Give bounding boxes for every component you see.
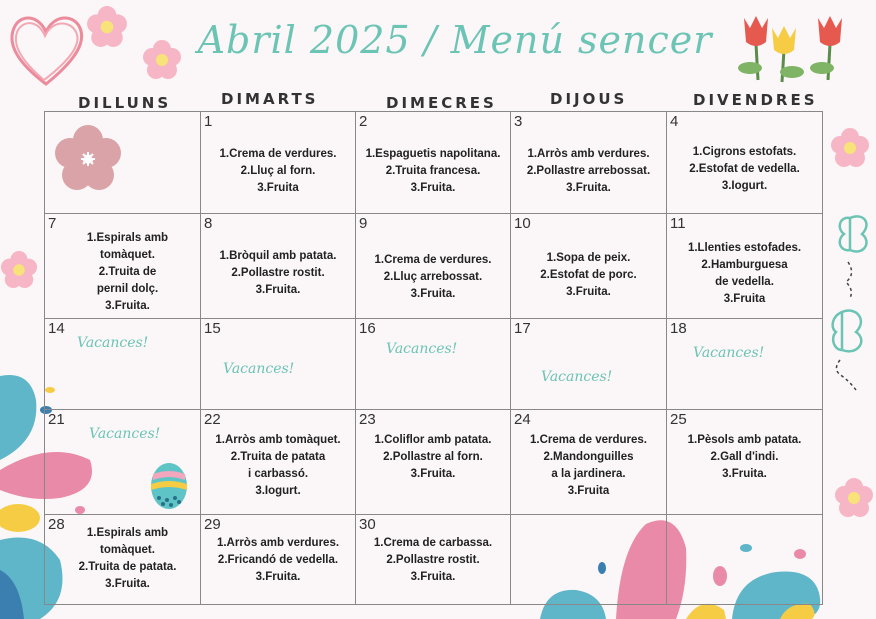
- flower-icon: [830, 128, 870, 168]
- menu-text: [201, 432, 355, 500]
- flower-icon: [834, 478, 874, 518]
- menu-line: pernil dolç.: [96, 283, 159, 295]
- menu-line: 1.Llenties estofades.: [687, 242, 802, 254]
- weekday-header-friday: DIVENDRES: [693, 91, 818, 109]
- menu-line: 1.Crema de verdures.: [530, 434, 647, 446]
- vacation-label: Vacances!: [77, 335, 149, 351]
- calendar-day-cell: [201, 214, 356, 319]
- menu-text: [65, 525, 190, 593]
- menu-text: [667, 144, 822, 195]
- calendar-day-cell: [667, 214, 823, 319]
- menu-line: 1.Crema de carbassa.: [373, 537, 493, 549]
- weekday-header-monday: DILLUNS: [78, 94, 172, 112]
- calendar-day-cell: [356, 214, 511, 319]
- menu-line: 3.Fruita: [257, 182, 299, 194]
- menu-text: [201, 146, 355, 197]
- day-number: 11: [670, 215, 686, 232]
- calendar-day-cell: [201, 112, 356, 214]
- weekday-header-thursday: DIJOUS: [550, 90, 628, 108]
- menu-line: 1.Crema de verdures.: [374, 254, 492, 266]
- day-number: 25: [670, 411, 687, 428]
- menu-line: 2.Truita de patata.: [78, 561, 177, 573]
- menu-line: 1.Espirals amb: [86, 527, 169, 539]
- menu-text: [201, 248, 355, 299]
- day-number: 9: [359, 215, 368, 232]
- menu-line: 3.Fruita.: [255, 284, 301, 296]
- day-number: 30: [359, 516, 376, 533]
- calendar-day-cell: [667, 410, 823, 515]
- calendar-day-cell: [511, 112, 667, 214]
- menu-line: 2.Lluç arrebossat.: [383, 271, 483, 283]
- vacation-label: Vacances!: [223, 361, 295, 377]
- calendar-day-cell: [356, 112, 511, 214]
- menu-line: 3.Fruita.: [566, 182, 611, 194]
- flower-icon: [0, 250, 38, 290]
- calendar-day-cell: [511, 410, 667, 515]
- menu-line: 1.Bròquil amb patata.: [219, 250, 337, 262]
- day-number: 14: [48, 320, 65, 337]
- day-number: 21: [48, 411, 65, 428]
- calendar-day-cell: [356, 319, 511, 410]
- flower-icon: [86, 6, 128, 48]
- day-number: 4: [670, 113, 679, 130]
- menu-line: 2.Hamburguesa: [701, 259, 788, 271]
- butterfly-icon: [826, 306, 874, 392]
- menu-line: 3.Fruita: [567, 485, 610, 497]
- menu-line: 3.Iogurt.: [721, 180, 768, 192]
- day-number: 29: [204, 516, 221, 533]
- menu-line: 2.Pollastre al forn.: [383, 451, 483, 463]
- vacation-label: Vacances!: [89, 426, 161, 442]
- calendar-day-cell: [667, 319, 823, 410]
- calendar-grid: [44, 111, 823, 605]
- calendar-day-cell: [356, 515, 511, 605]
- menu-line: 1.Espaguetis napolitana.: [365, 148, 501, 160]
- menu-text: [511, 432, 666, 500]
- menu-line: 2.Lluç al forn.: [240, 165, 316, 177]
- menu-line: 2.Truita francesa.: [385, 165, 481, 177]
- day-number: 1: [204, 113, 213, 130]
- calendar-day-cell: [667, 515, 823, 605]
- menu-text: [356, 535, 510, 586]
- page-title: Abril 2025 / Menú sencer: [197, 18, 713, 62]
- calendar-day-cell: [45, 112, 201, 214]
- menu-line: 3.Fruita.: [410, 288, 456, 300]
- day-number: 18: [670, 320, 687, 337]
- day-number: 22: [204, 411, 221, 428]
- day-number: 16: [359, 320, 376, 337]
- calendar-day-cell: [45, 410, 201, 515]
- vacation-label: Vacances!: [541, 369, 613, 385]
- menu-text: [511, 146, 666, 197]
- menu-line: 1.Arròs amb tomàquet.: [215, 434, 341, 446]
- menu-text: [356, 252, 510, 303]
- calendar-day-cell: [45, 319, 201, 410]
- menu-line: 3.Fruita.: [410, 182, 456, 194]
- menu-line: 3.Iogurt.: [255, 485, 301, 497]
- menu-line: 2.Estofat de porc.: [540, 269, 637, 281]
- day-number: 24: [514, 411, 531, 428]
- menu-line: 3.Fruita.: [105, 300, 150, 312]
- weekday-header-wednesday: DIMECRES: [386, 94, 497, 112]
- calendar-day-cell: [356, 410, 511, 515]
- menu-line: 2.Pollastre arrebossat.: [526, 165, 651, 177]
- menu-line: 2.Pollastre rostit.: [231, 267, 325, 279]
- menu-line: tomàquet.: [100, 544, 155, 556]
- menu-line: 1.Arròs amb verdures.: [527, 148, 650, 160]
- calendar-day-cell: [45, 515, 201, 605]
- vacation-label: Vacances!: [386, 341, 458, 357]
- day-number: 23: [359, 411, 376, 428]
- menu-line: 3.Fruita.: [255, 571, 301, 583]
- menu-line: 2.Gall d'indi.: [710, 451, 779, 463]
- menu-line: 1.Crema de verdures.: [219, 148, 337, 160]
- menu-line: 2.Fricandó de vedella.: [217, 554, 339, 566]
- day-number: 2: [359, 113, 368, 130]
- calendar-day-cell: [667, 112, 823, 214]
- menu-text: [667, 432, 822, 483]
- menu-line: 3.Fruita: [723, 293, 766, 305]
- menu-line: 3.Fruita.: [722, 468, 767, 480]
- heart-doodle-icon: [4, 8, 88, 90]
- menu-line: 1.Cigrons estofats.: [692, 146, 797, 158]
- menu-line: 1.Pèsols amb patata.: [687, 434, 802, 446]
- menu-line: 3.Fruita.: [410, 571, 456, 583]
- menu-line: 1.Espirals amb: [86, 232, 169, 244]
- calendar-day-cell: [511, 515, 667, 605]
- menu-line: 2.Estofat de vedella.: [689, 163, 800, 175]
- menu-line: a la jardinera.: [551, 468, 626, 480]
- calendar-day-cell: [511, 319, 667, 410]
- day-number: 8: [204, 215, 213, 232]
- vacation-label: Vacances!: [693, 345, 765, 361]
- day-number: 10: [514, 215, 531, 232]
- day-number: 28: [48, 516, 65, 533]
- menu-line: 2.Mandonguilles: [543, 451, 634, 463]
- menu-line: 3.Fruita.: [105, 578, 150, 590]
- menu-line: 1.Sopa de peix.: [546, 252, 631, 264]
- menu-line: 1.Coliflor amb patata.: [374, 434, 492, 446]
- menu-line: 2.Pollastre rostit.: [386, 554, 480, 566]
- flower-icon: [53, 124, 123, 194]
- calendar-day-cell: [201, 515, 356, 605]
- menu-text: [65, 230, 190, 315]
- menu-line: tomàquet.: [100, 249, 155, 261]
- menu-line: 3.Fruita.: [566, 286, 611, 298]
- menu-line: de vedella.: [715, 276, 774, 288]
- menu-line: i carbassó.: [247, 468, 309, 480]
- menu-line: 2.Truita de: [98, 266, 157, 278]
- butterfly-icon: [828, 212, 874, 300]
- menu-text: [356, 146, 510, 197]
- menu-text: [667, 240, 822, 308]
- calendar-day-cell: [511, 214, 667, 319]
- menu-line: 1.Arròs amb verdures.: [216, 537, 340, 549]
- menu-line: 3.Fruita.: [410, 468, 456, 480]
- day-number: 7: [48, 215, 57, 232]
- menu-text: [511, 250, 666, 301]
- weekday-header-tuesday: DIMARTS: [221, 90, 319, 108]
- day-number: 3: [514, 113, 523, 130]
- menu-text: [201, 535, 355, 586]
- menu-text: [356, 432, 510, 483]
- day-number: 17: [514, 320, 531, 337]
- calendar-day-cell: [45, 214, 201, 319]
- calendar-day-cell: [201, 410, 356, 515]
- calendar-day-cell: [201, 319, 356, 410]
- day-number: 15: [204, 320, 221, 337]
- menu-line: 2.Truita de patata: [230, 451, 326, 463]
- easter-egg-icon: [149, 460, 189, 510]
